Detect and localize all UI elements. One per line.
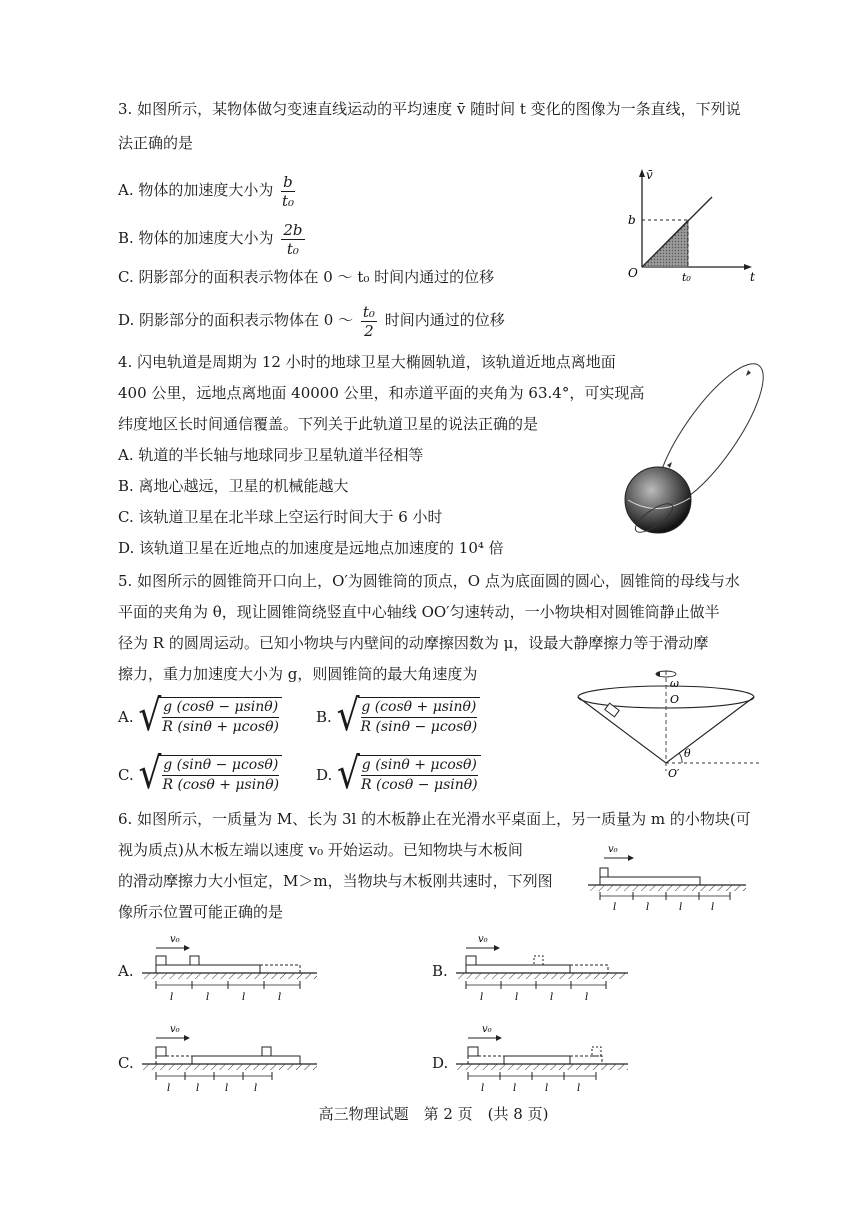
q3-option-d-fraction: $\frac{\text{t₀}}{2}$	[362, 302, 375, 340]
origin-label: O	[628, 266, 638, 280]
q5-cone-figure	[570, 665, 770, 780]
q3-option-a-fraction: $\frac{b}{\text{t₀}}$	[281, 172, 294, 210]
q5-stem-line2: 平面的夹角为 θ，现让圆锥筒绕竖直中心轴线 OO′匀速转动，一小物块相对圆锥筒静止做半	[118, 603, 720, 621]
o-label: O	[670, 693, 680, 706]
q6-option-c-figure[interactable]	[142, 1020, 322, 1095]
svg-text:l: l	[585, 992, 589, 1003]
theta-label: θ	[684, 747, 691, 760]
x-axis-label: t	[750, 270, 755, 284]
svg-text:l: l	[480, 992, 484, 1003]
block-icon	[262, 1047, 271, 1056]
q6-stem-line3: 的滑动摩擦力大小恒定，M＞m，当物块与木板刚共速时，下列图	[118, 872, 553, 890]
t0-label: t₀	[682, 271, 691, 284]
block-icon	[592, 1047, 601, 1056]
l-label: l	[613, 902, 617, 912]
q5-option-c[interactable]: C. √ $\frac{g (\sin\theta - \mu\cos\theta)}{R (\cos\theta + \mu\sin\theta)}$	[118, 755, 282, 795]
block-icon	[190, 956, 199, 965]
q4-option-d[interactable]: D. 该轨道卫星在近地点的加速度是远地点加速度的 10⁴ 倍	[118, 539, 504, 557]
q3-option-d-text-post: 时间内通过的位移	[384, 311, 505, 329]
q5-option-a-formula: $\frac{g (\cos\theta - \mu\sin\theta)}{R (\sin\theta + \mu\cos\theta)}$	[159, 697, 282, 737]
q4-stem-line1: 4. 闪电轨道是周期为 12 小时的地球卫星大椭圆轨道，该轨道近地点离地面	[118, 353, 616, 371]
q6-option-a-figure[interactable]	[142, 930, 322, 1005]
l-label: l	[646, 902, 650, 912]
q3-stem-line1: 3. 如图所示，某物体做匀变速直线运动的平均速度 v̄ 随时间 t 变化的图像为一条直线，下列说	[118, 100, 741, 118]
q6-option-b-label[interactable]: B.	[432, 962, 448, 980]
q3-option-b[interactable]	[118, 218, 308, 258]
l-label: l	[679, 902, 683, 912]
o-prime-label: O′	[668, 767, 680, 780]
q6-main-figure	[588, 842, 748, 912]
q5-stem-line3: 径为 R 的圆周运动。已知小物块与内壁间的动摩擦因数为 μ，设最大静摩擦力等于滑动摩	[118, 634, 709, 652]
q3-option-c[interactable]: C. 阴影部分的面积表示物体在 0 ～ t₀ 时间内通过的位移	[118, 268, 495, 286]
q5-stem-line4: 擦力，重力加速度大小为 g，则圆锥筒的最大角速度为	[118, 665, 478, 683]
q4-stem-line2: 400 公里，远地点离地面 40000 公里，和赤道平面的夹角为 63.4°，可实现高	[118, 384, 645, 402]
omega-label: ω	[670, 677, 679, 690]
block-icon	[600, 868, 608, 877]
q3-option-d[interactable]	[118, 300, 505, 340]
q5-option-d[interactable]: D. √ $\frac{g (\sin\theta + \mu\cos\theta)}{R (\cos\theta - \mu\sin\theta)}$	[316, 755, 481, 795]
q5-option-c-formula: $\frac{g (\sin\theta - \mu\cos\theta)}{R (\cos\theta + \mu\sin\theta)}$	[159, 755, 282, 795]
q6-option-d-figure[interactable]	[456, 1020, 636, 1095]
q6-option-d-label[interactable]: D.	[432, 1054, 449, 1072]
earth-icon	[625, 467, 691, 533]
q6-option-b-figure[interactable]	[456, 930, 636, 1005]
q3-velocity-graph	[620, 165, 760, 285]
block-icon	[534, 956, 543, 965]
q5-stem-line1: 5. 如图所示的圆锥筒开口向上，O′为圆锥筒的顶点，O 点为底面圆的圆心，圆锥筒的母线与水	[118, 572, 740, 590]
svg-text:l: l	[515, 992, 519, 1003]
q4-option-c[interactable]: C. 该轨道卫星在北半球上空运行时间大于 6 小时	[118, 508, 443, 526]
svg-text:l: l	[481, 1083, 485, 1094]
q3-option-b-text: B. 物体的加速度大小为	[118, 229, 274, 247]
q6-option-a-label[interactable]: A.	[118, 962, 134, 980]
q4-option-a[interactable]: A. 轨道的半长轴与地球同步卫星轨道半径相等	[118, 446, 424, 464]
q6-stem-line2: 视为质点)从木板左端以速度 v₀ 开始运动。已知物块与木板间	[118, 841, 523, 859]
svg-text:l: l	[170, 992, 174, 1003]
q6-stem-line4: 像所示位置可能正确的是	[118, 903, 284, 921]
board	[600, 877, 700, 885]
q3-option-a-text: A. 物体的加速度大小为	[118, 181, 274, 199]
svg-text:l: l	[206, 992, 210, 1003]
cone-rim	[578, 686, 754, 708]
q3-option-a[interactable]	[118, 170, 298, 210]
y-axis-label: v̄	[646, 168, 653, 182]
q3-stem-line2: 法正确的是	[118, 134, 194, 152]
v0-label: v₀	[170, 934, 180, 945]
q4-orbit-figure	[610, 350, 770, 555]
q6-stem-line1: 6. 如图所示，一质量为 M、长为 3l 的木板静止在光滑水平桌面上，另一质量为 m 的小物块(可	[118, 810, 751, 828]
q4-option-b[interactable]: B. 离地心越远，卫星的机械能越大	[118, 477, 349, 495]
q5-option-b-formula: $\frac{g (\cos\theta + \mu\sin\theta)}{R (\sin\theta - \mu\cos\theta)}$	[358, 697, 481, 737]
svg-text:l: l	[545, 1083, 549, 1094]
svg-text:l: l	[577, 1083, 581, 1094]
q6-option-c-label[interactable]: C.	[118, 1054, 134, 1072]
q5-option-d-formula: $\frac{g (\sin\theta + \mu\cos\theta)}{R (\cos\theta - \mu\sin\theta)}$	[358, 755, 481, 795]
svg-text:l: l	[167, 1083, 171, 1094]
svg-text:l: l	[278, 992, 282, 1003]
svg-text:l: l	[242, 992, 246, 1003]
q5-option-a[interactable]: A. √ $\frac{g (\cos\theta - \mu\sin\theta)}{R (\sin\theta + \mu\cos\theta)}$	[118, 697, 282, 737]
svg-text:l: l	[550, 992, 554, 1003]
svg-text:l: l	[196, 1083, 200, 1094]
v0-label: v₀	[608, 844, 618, 855]
svg-text:l: l	[225, 1083, 229, 1094]
q4-stem-line3: 纬度地区长时间通信覆盖。下列关于此轨道卫星的说法正确的是	[118, 415, 539, 433]
svg-text:l: l	[513, 1083, 517, 1094]
v0-label: v₀	[482, 1024, 492, 1035]
v0-label: v₀	[478, 934, 488, 945]
q3-option-d-text: D. 阴影部分的面积表示物体在 0 ～	[118, 311, 354, 329]
q3-option-b-fraction: $\frac{2b}{\text{t₀}}$	[283, 220, 303, 258]
page-footer: 高三物理试题 第 2 页 (共 8 页)	[318, 1105, 549, 1123]
svg-text:l: l	[254, 1083, 258, 1094]
b-label: b	[628, 213, 636, 227]
q5-option-b[interactable]: B. √ $\frac{g (\cos\theta + \mu\sin\theta)}{R (\sin\theta - \mu\cos\theta)}$	[316, 697, 480, 737]
v0-label: v₀	[170, 1024, 180, 1035]
l-label: l	[711, 902, 715, 912]
